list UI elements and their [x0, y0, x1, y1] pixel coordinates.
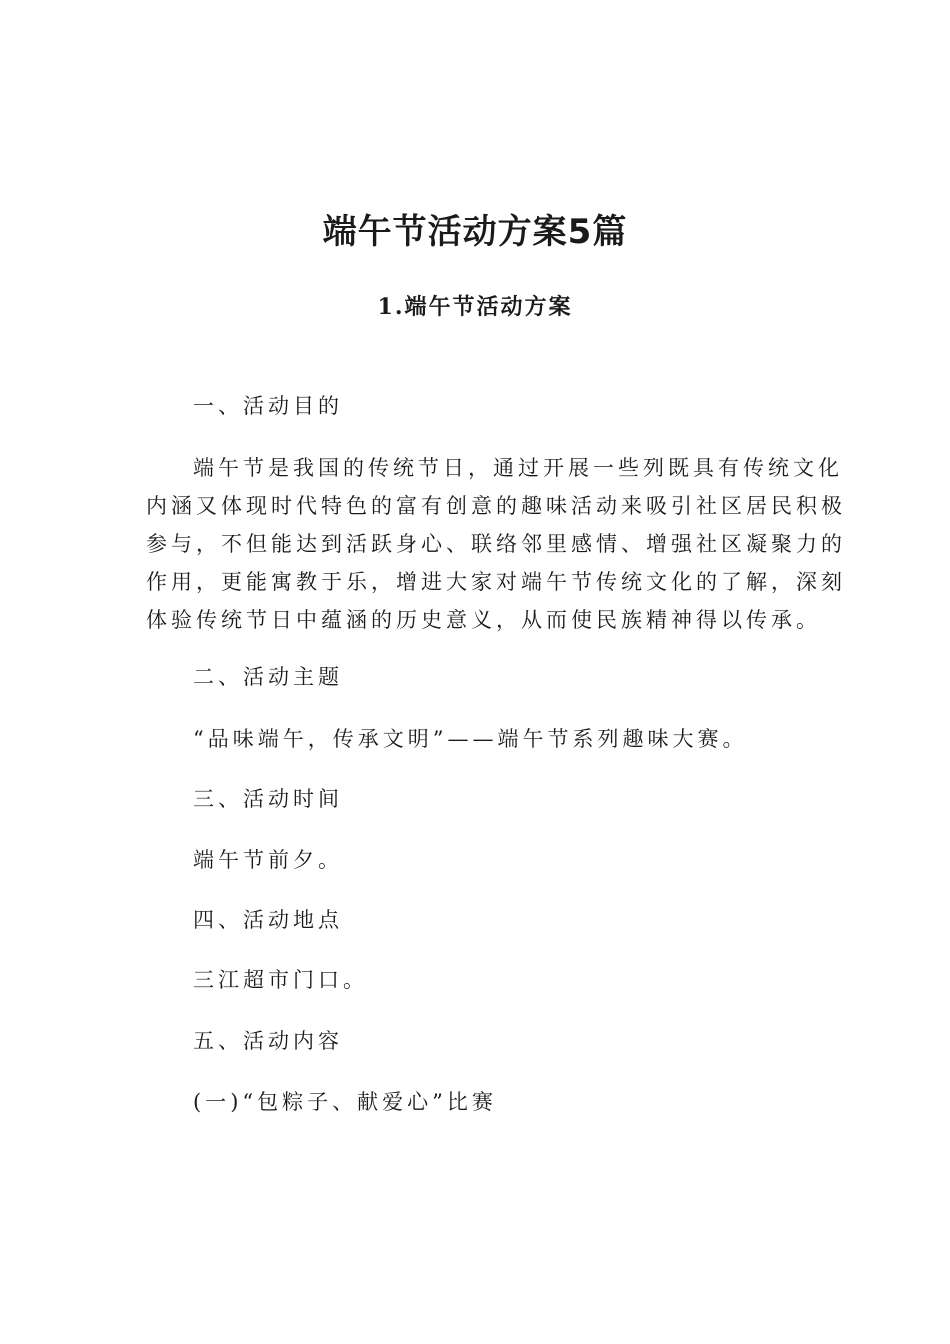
- purpose-line: 体验传统节日中蕴涵的历史意义，从而使民族精神得以传承。: [146, 608, 821, 632]
- time-text: 端午节前夕。: [193, 848, 343, 872]
- heading-theme: 二、活动主题: [193, 665, 343, 689]
- purpose-line: 参与，不但能达到活跃身心、联络邻里感情、增强社区凝聚力的: [146, 532, 846, 556]
- section-title: 1.端午节活动方案: [377, 294, 573, 320]
- heading-content: 五、活动内容: [193, 1029, 343, 1053]
- purpose-line: 内涵又体现时代特色的富有创意的趣味活动来吸引社区居民积极: [146, 494, 846, 518]
- purpose-line: 作用，更能寓教于乐，增进大家对端午节传统文化的了解，深刻: [146, 570, 846, 594]
- purpose-paragraph: [146, 449, 846, 639]
- place-text: 三江超市门口。: [193, 968, 368, 992]
- heading-place: 四、活动地点: [193, 908, 343, 932]
- heading-purpose: 一、活动目的: [193, 394, 343, 418]
- purpose-line: 端午节是我国的传统节日，通过开展一些列既具有传统文化: [193, 456, 843, 480]
- document-title: 端午节活动方案5篇: [322, 212, 628, 252]
- content-item-1: (一)“包粽子、献爱心”比赛: [193, 1090, 497, 1114]
- heading-time: 三、活动时间: [193, 787, 343, 811]
- theme-text: “品味端午，传承文明”——端午节系列趣味大赛。: [193, 727, 748, 751]
